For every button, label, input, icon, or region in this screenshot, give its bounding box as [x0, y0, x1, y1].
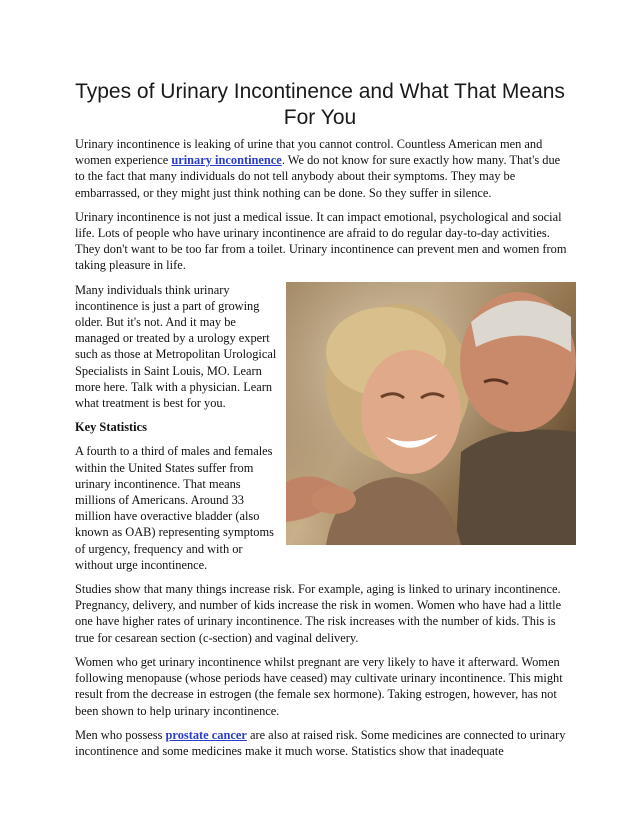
- couple-photo: [286, 282, 576, 545]
- paragraph-men: Men who possess prostate cancer are also at raised risk. Some medicines are connected to urinary incontinence and some medicines make it much worse. Statistics show that inadequate: [75, 727, 566, 758]
- paragraph-intro: Urinary incontinence is leaking of urine that you cannot control. Countless American men and women experience urinary incontinence. We do not know for sure exactly how many. That's due to the fact that many individuals do not tell anybody about their symptoms. They may be embarrassed, or they might just think nothing can be done. So they suffer in silence.: [75, 137, 561, 200]
- paragraph-treatment: Many individuals think urinary incontinence is just a part of growing older. But it's not. And it may be managed or treated by a urology expert such as those at Metropolitan Urological Specialists in Saint Louis, MO. Learn more here. Talk with a physician. Learn what treatment is best for you.: [75, 282, 277, 411]
- page-title: Types of Urinary Incontinence and What That Means For You: [75, 80, 565, 129]
- urinary-incontinence-link[interactable]: urinary incontinence: [171, 153, 282, 168]
- paragraph-risk: Studies show that many things increase risk. For example, aging is linked to urinary incontinence. Pregnancy, delivery, and number of kids increase the risk in women. Women who have had a little one have higher rates of urinary incontinence. The risk increases with the number of kids. This is true for cesarean section (c-section) and vaginal delivery.: [75, 582, 562, 645]
- paragraph-pregnancy: Women who get urinary incontinence whilst pregnant are very likely to have it afterward. Women following menopause (whose periods have ceased) may cultivate urinary incontinence. This might result from the decrease in estrogen (the female sex hormone). Taking estrogen, however, has not been shown to help urinary incontinence.: [75, 654, 563, 718]
- paragraph-statistics: A fourth to a third of males and females within the United States suffer from urinary incontinence. That means millions of Americans. Around 33 million have overactive bladder (also known as OAB) representing symptoms of urgency, frequency and with or without urge incontinence.: [75, 444, 274, 572]
- paragraph-impact: Urinary incontinence is not just a medical issue. It can impact emotional, psychological and social life. Lots of people who have urinary incontinence are afraid to do regular day-to-day activities. They don't want to be too far from a toilet. Urinary incontinence can prevent men and women from taking pleasure in life.: [75, 209, 567, 273]
- prostate-cancer-link[interactable]: prostate cancer: [165, 727, 247, 742]
- couple-photo-illustration: [286, 282, 576, 545]
- article-body: [75, 136, 570, 767]
- heading-key-statistics: Key Statistics: [75, 420, 147, 435]
